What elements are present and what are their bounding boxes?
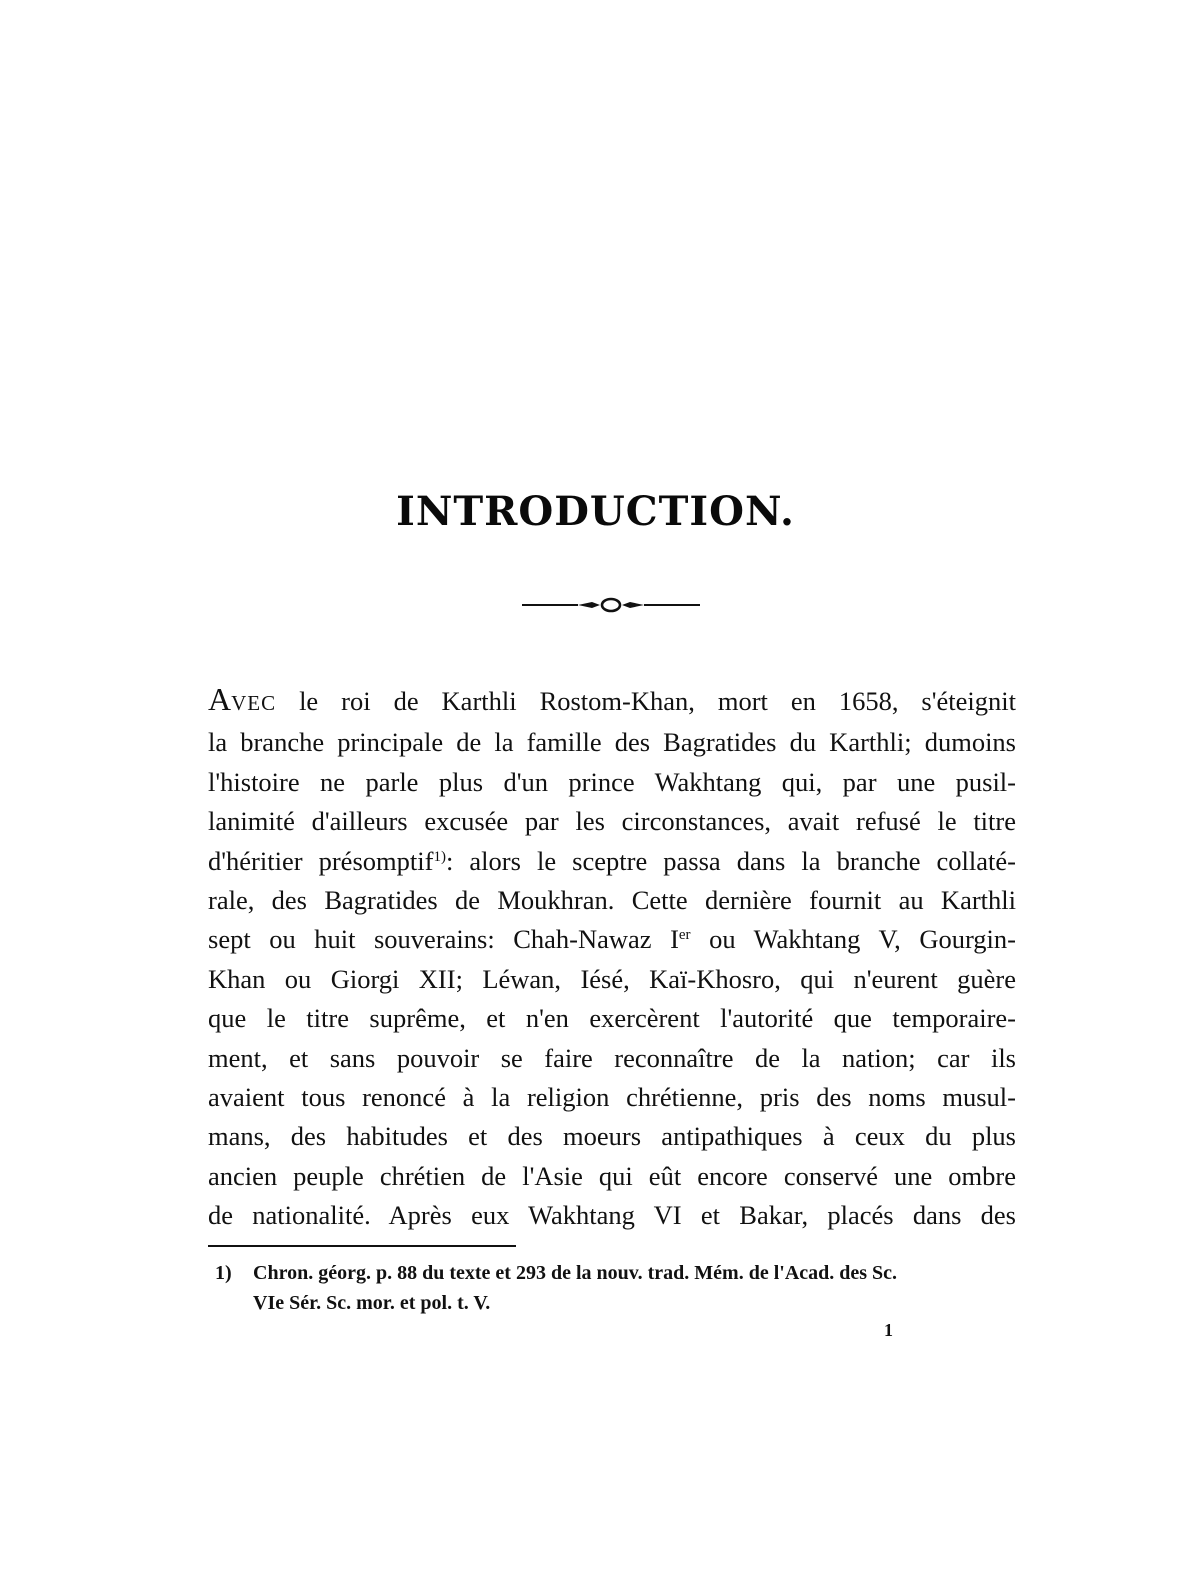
page-title: INTRODUCTION. <box>396 488 795 535</box>
ornament-divider-icon <box>522 594 700 616</box>
footnote-reference: 1) <box>433 848 446 865</box>
paragraph-line: que le titre suprême, et n'en exercèrent l'autorité que temporaire- <box>208 1003 1016 1034</box>
superscript-er: er <box>678 927 691 944</box>
paragraph-line: la branche principale de la famille des Bagratides du Karthli; dumoins <box>208 727 1016 758</box>
footnote <box>215 1258 1015 1318</box>
paragraph-line: d'héritier présomptif$^{1)}$: alors le sceptre passa dans la branche collaté- <box>208 845 1016 876</box>
drop-cap: A <box>208 681 232 717</box>
page-number: 1 <box>884 1320 893 1340</box>
main-paragraph <box>208 680 1016 1236</box>
paragraph-line: mans, des habitudes et des moeurs antipathiques à ceux du plus <box>208 1121 1016 1152</box>
paragraph-line: Khan ou Giorgi XII; Léwan, Iésé, Kaï-Khosro, qui n'eurent guère <box>208 963 1016 994</box>
paragraph-line: AVEC le roi de Karthli Rostom-Khan, mort en 1658, s'éteignit <box>208 681 1016 717</box>
paragraph-line: ment, et sans pouvoir se faire reconnaître de la nation; car ils <box>208 1042 1016 1073</box>
paragraph-line: de nationalité. Après eux Wakhtang VI et Bakar, placés dans des <box>208 1200 1016 1231</box>
footnote-line: VIe Sér. Sc. mor. et pol. t. V. <box>253 1292 491 1314</box>
paragraph-line: rale, des Bagratides de Moukhran. Cette dernière fournit au Karthli <box>208 885 1016 916</box>
footnote-line: 1) Chron. géorg. p. 88 du texte et 293 de la nouv. trad. Mém. de l'Acad. des Sc. <box>215 1258 1015 1288</box>
footnote-number: 1) <box>215 1262 232 1284</box>
small-caps-word: VEC <box>231 691 277 715</box>
paragraph-line: lanimité d'ailleurs excusée par les circonstances, avait refusé le titre <box>208 806 1016 837</box>
paragraph-line: l'histoire ne parle plus d'un prince Wakhtang qui, par une pusil- <box>208 766 1016 797</box>
paragraph-line: ancien peuple chrétien de l'Asie qui eût encore conservé une ombre <box>208 1160 1016 1191</box>
paragraph-line: sept ou huit souverains: Chah-Nawaz Ier ou Wakhtang V, Gourgin- <box>208 924 1016 955</box>
paragraph-line: avaient tous renoncé à la religion chrétienne, pris des noms musul- <box>208 1082 1016 1113</box>
footnote-separator <box>208 1245 516 1247</box>
